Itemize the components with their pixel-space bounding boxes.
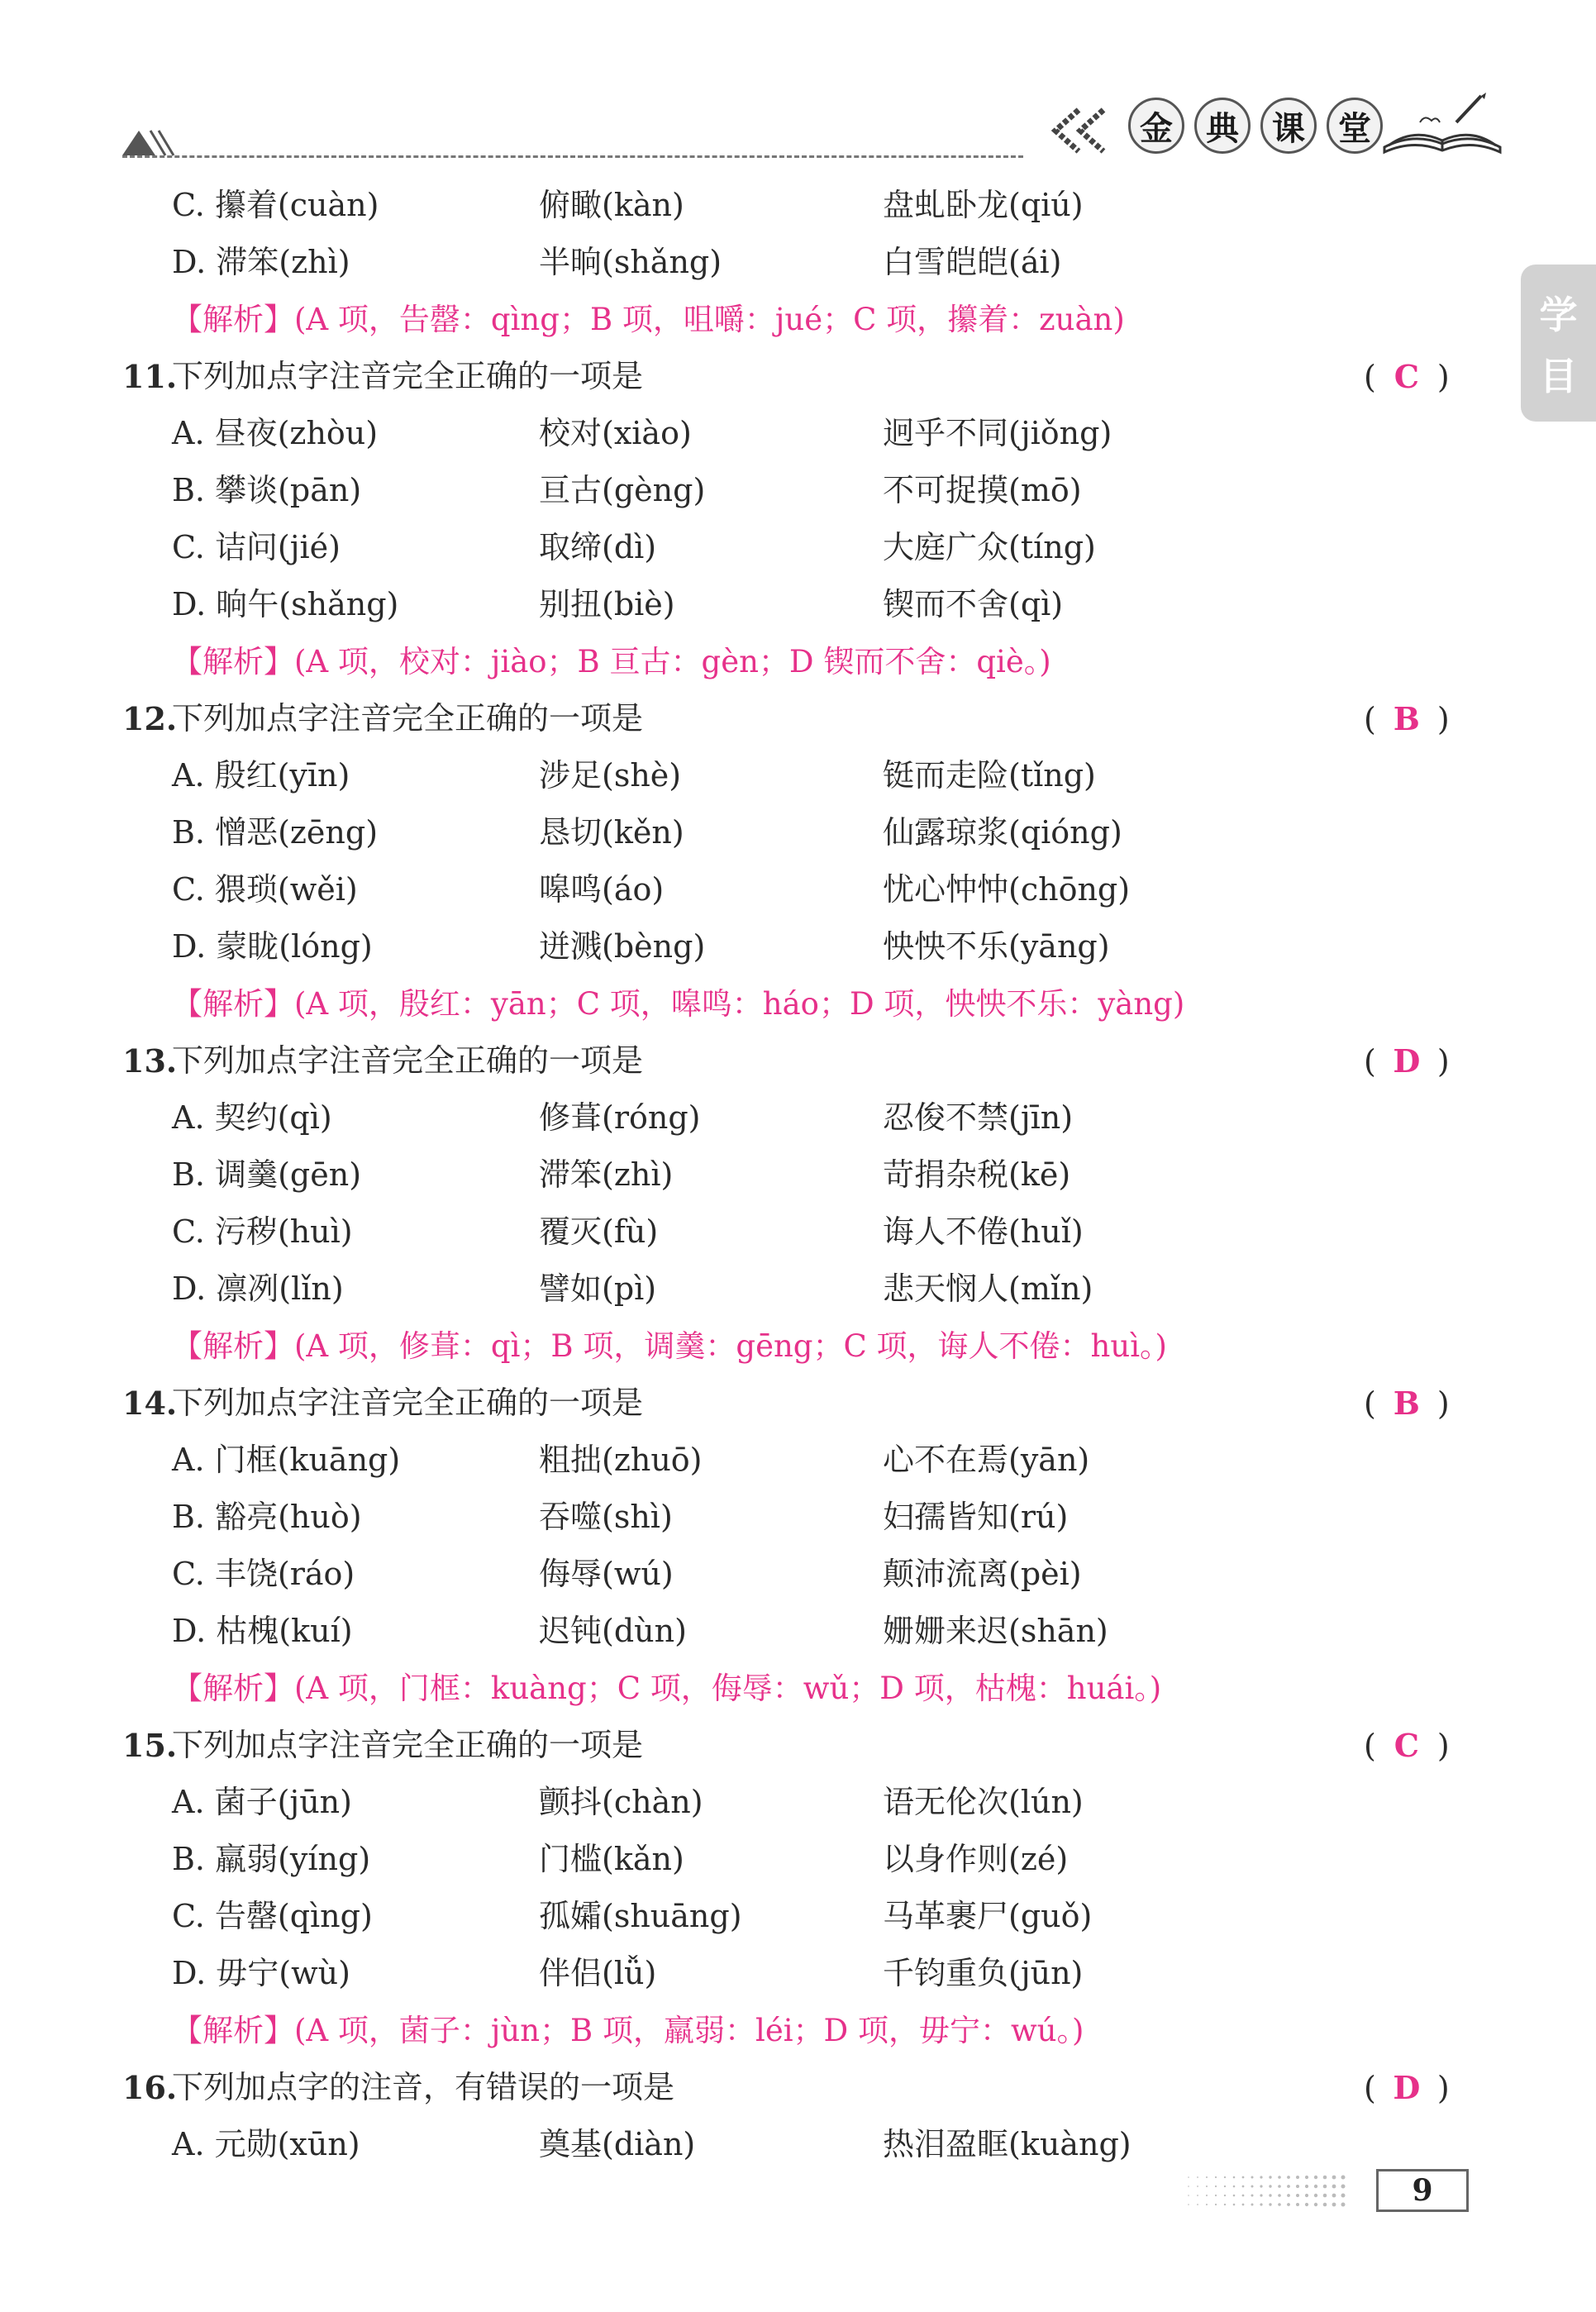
option-text: D. 毋宁(wù) <box>172 1955 350 1991</box>
decor-dot <box>1269 2176 1271 2178</box>
option-text: B. 豁亮(huò) <box>172 1499 362 1535</box>
option-text: 吞噬(shì) <box>539 1499 673 1535</box>
option-row <box>0 861 1596 918</box>
option-row <box>0 1888 1596 1945</box>
option-text: 恳切(kěn) <box>539 814 684 851</box>
option-text: 伴侣(lǚ) <box>539 1955 657 1991</box>
decor-dot <box>1296 2176 1299 2179</box>
option-text: 别扭(biè) <box>539 586 675 622</box>
bracket-close: ) <box>1436 359 1450 395</box>
brand-char: 典 <box>1194 98 1251 154</box>
brand-char: 堂 <box>1327 98 1383 154</box>
option-text: 锲而不舍(qì) <box>883 586 1064 622</box>
decor-dot <box>1341 2176 1346 2180</box>
option-text: A. 契约(qì) <box>172 1099 332 1136</box>
bracket-open: ( <box>1364 2070 1376 2106</box>
option-text: A. 殷红(yīn) <box>172 757 350 794</box>
answer-bracket <box>1364 2059 1450 2117</box>
option-row <box>0 2116 1596 2173</box>
option-row <box>0 1146 1596 1204</box>
decor-dot <box>1197 2186 1198 2187</box>
decor-dot <box>1206 2195 1208 2196</box>
option-text: 覆灭(fù) <box>539 1213 659 1250</box>
option-text: 譬如(pì) <box>539 1270 657 1307</box>
option-text: D. 蒙眬(lóng) <box>172 928 373 965</box>
option-text: 迟钝(dùn) <box>539 1613 687 1649</box>
option-text: 马革裹尸(guǒ) <box>883 1898 1093 1934</box>
decor-dot <box>1278 2185 1281 2188</box>
option-row <box>0 1261 1596 1318</box>
header-dashed-rule <box>122 155 1023 158</box>
bracket-close: ) <box>1436 1385 1450 1422</box>
header-triangle-icon <box>122 124 180 157</box>
footer-dot-pattern <box>1182 2171 1347 2212</box>
bracket-open: ( <box>1364 359 1376 395</box>
option-row <box>0 1831 1596 1888</box>
option-text: 取缔(dì) <box>539 529 657 565</box>
option-text: 千钧重负(jūn) <box>883 1955 1084 1991</box>
decor-dot <box>1305 2194 1308 2197</box>
bracket-close: ) <box>1436 2070 1450 2106</box>
decor-dot <box>1251 2186 1254 2188</box>
option-text: A. 菌子(jūn) <box>172 1784 352 1820</box>
option-text: 校对(xiào) <box>539 415 692 451</box>
decor-dot <box>1287 2185 1290 2188</box>
analysis-text: 【解析】(A 项，校对：jiào；B 亘古：gèn；D 锲而不舍：qiè。) <box>172 644 1051 679</box>
option-row <box>0 918 1596 975</box>
question-text: 下列加点字注音完全正确的一项是 <box>172 1042 644 1079</box>
option-text: 半晌(shǎng) <box>539 244 722 280</box>
option-text: D. 晌午(shǎng) <box>172 586 399 622</box>
option-text: D. 凛冽(lǐn) <box>172 1270 344 1307</box>
decor-dot <box>1332 2176 1336 2180</box>
option-row <box>0 1089 1596 1146</box>
option-row <box>0 1432 1596 1489</box>
decor-dot <box>1188 2204 1189 2205</box>
option-text: 粗拙(zhuō) <box>539 1442 703 1478</box>
page-number-text: 9 <box>1412 2173 1433 2208</box>
answer-bracket <box>1364 1032 1450 1090</box>
option-text: 奠基(diàn) <box>539 2126 696 2162</box>
option-row <box>0 1774 1596 1831</box>
option-text: D. 滞笨(zhì) <box>172 244 350 280</box>
analysis-text: 【解析】(A 项，告罄：qìng；B 项，咀嚼：jué；C 项，攥着：zuàn) <box>172 302 1125 337</box>
question-text: 下列加点字的注音，有错误的一项是 <box>172 2069 675 2105</box>
question-number: 12. <box>122 700 178 737</box>
decor-dot <box>1278 2194 1281 2197</box>
option-text: 大庭广众(tíng) <box>883 529 1096 565</box>
decor-dot <box>1260 2194 1262 2196</box>
question-number: 15. <box>122 1727 178 1764</box>
analysis-text: 【解析】(A 项，门框：kuàng；C 项，侮辱：wǔ；D 项，枯槐：huái。) <box>172 1671 1162 1706</box>
bracket-open: ( <box>1364 1043 1376 1080</box>
option-text: 铤而走险(tǐng) <box>883 757 1096 794</box>
option-row <box>0 747 1596 804</box>
answer-bracket <box>1364 348 1450 406</box>
option-row <box>0 804 1596 861</box>
option-text: C. 猥琐(wěi) <box>172 871 358 908</box>
decor-dot <box>1287 2176 1290 2179</box>
option-text: C. 攥着(cuàn) <box>172 187 379 223</box>
decor-dot <box>1206 2204 1208 2205</box>
answer-letter: B <box>1393 1385 1420 1422</box>
option-row <box>0 234 1596 291</box>
question-text: 下列加点字注音完全正确的一项是 <box>172 1385 644 1421</box>
chevron-left-icon <box>1046 106 1120 155</box>
question-number: 16. <box>122 2069 178 2106</box>
decor-dot <box>1215 2186 1217 2187</box>
decor-dot <box>1242 2204 1245 2206</box>
decor-dot <box>1197 2176 1198 2178</box>
option-text: 孤孀(shuāng) <box>539 1898 742 1934</box>
option-text: 诲人不倦(huǐ) <box>883 1213 1084 1250</box>
decor-dot <box>1215 2176 1217 2178</box>
option-text: 心不在焉(yān) <box>883 1442 1090 1478</box>
decor-dot <box>1251 2176 1254 2179</box>
decor-dot <box>1323 2185 1327 2189</box>
option-text: 怏怏不乐(yāng) <box>883 928 1110 965</box>
open-book-icon <box>1380 89 1504 155</box>
option-row <box>0 1603 1596 1660</box>
decor-dot <box>1197 2195 1198 2196</box>
page-number <box>1376 2169 1469 2212</box>
option-text: C. 丰饶(ráo) <box>172 1556 355 1592</box>
option-text: C. 诘问(jié) <box>172 529 341 565</box>
option-text: 侮辱(wú) <box>539 1556 674 1592</box>
decor-dot <box>1215 2195 1217 2196</box>
decor-dot <box>1215 2204 1217 2205</box>
decor-dot <box>1305 2185 1308 2188</box>
option-text: 热泪盈眶(kuàng) <box>883 2126 1131 2162</box>
option-text: 白雪皑皑(ái) <box>883 244 1062 280</box>
brand-char: 课 <box>1260 98 1317 154</box>
option-text: A. 元勋(xūn) <box>172 2126 360 2162</box>
bracket-open: ( <box>1364 1728 1376 1764</box>
decor-dot <box>1233 2195 1236 2197</box>
analysis-row <box>0 975 1596 1032</box>
analysis-text: 【解析】(A 项，殷红：yān；C 项，嗥鸣：háo；D 项，怏怏不乐：yàng) <box>172 986 1185 1022</box>
decor-dot <box>1341 2203 1346 2207</box>
decor-dot <box>1242 2186 1245 2188</box>
decor-dot <box>1341 2185 1346 2189</box>
question-row <box>0 348 1596 405</box>
decor-dot <box>1269 2194 1271 2196</box>
option-row <box>0 519 1596 576</box>
decor-dot <box>1233 2176 1236 2179</box>
option-text: 修葺(róng) <box>539 1099 701 1136</box>
decor-dot <box>1188 2195 1189 2196</box>
question-text: 下列加点字注音完全正确的一项是 <box>172 1727 644 1763</box>
decor-dot <box>1314 2185 1317 2188</box>
option-row <box>0 462 1596 519</box>
option-row <box>0 405 1596 462</box>
decor-dot <box>1314 2176 1317 2179</box>
decor-dot <box>1206 2186 1208 2187</box>
option-text: B. 攀谈(pān) <box>172 472 362 508</box>
analysis-row <box>0 1660 1596 1717</box>
bracket-close: ) <box>1436 1043 1450 1080</box>
answer-bracket <box>1364 690 1450 748</box>
bracket-open: ( <box>1364 1385 1376 1422</box>
option-text: 盘虬卧龙(qiú) <box>883 187 1084 223</box>
decor-dot <box>1260 2203 1262 2205</box>
decor-dot <box>1332 2185 1336 2189</box>
question-row <box>0 2059 1596 2116</box>
decor-dot <box>1323 2176 1327 2180</box>
option-text: 妇孺皆知(rú) <box>883 1499 1069 1535</box>
analysis-row <box>0 291 1596 348</box>
question-text: 下列加点字注音完全正确的一项是 <box>172 358 644 394</box>
option-row <box>0 1204 1596 1261</box>
answer-letter: C <box>1394 1727 1419 1764</box>
option-text: A. 昼夜(zhòu) <box>172 415 379 451</box>
option-text: B. 憎恶(zēng) <box>172 814 379 851</box>
option-text: 姗姗来迟(shān) <box>883 1613 1108 1649</box>
decor-dot <box>1206 2176 1208 2178</box>
decor-dot <box>1332 2194 1336 2198</box>
bracket-open: ( <box>1364 701 1376 737</box>
option-text: 不可捉摸(mō) <box>883 472 1082 508</box>
option-row <box>0 576 1596 633</box>
decor-dot <box>1305 2176 1308 2179</box>
option-row <box>0 1546 1596 1603</box>
option-text: 苛捐杂税(kē) <box>883 1156 1071 1193</box>
decor-dot <box>1296 2194 1299 2197</box>
decor-dot <box>1314 2203 1317 2206</box>
decor-dot <box>1305 2203 1308 2206</box>
option-text: 迸溅(bèng) <box>539 928 706 965</box>
decor-dot <box>1278 2203 1281 2206</box>
decor-dot <box>1287 2194 1290 2197</box>
decor-dot <box>1260 2185 1262 2187</box>
option-text: B. 羸弱(yíng) <box>172 1841 371 1877</box>
option-text: 以身作则(zé) <box>883 1841 1069 1877</box>
side-tab-char: 目 <box>1539 354 1578 398</box>
decor-dot <box>1260 2176 1262 2178</box>
decor-dot <box>1314 2194 1317 2197</box>
option-text: 涉足(shè) <box>539 757 682 794</box>
analysis-row <box>0 1318 1596 1375</box>
answer-letter: D <box>1393 2069 1421 2106</box>
analysis-text: 【解析】(A 项，菌子：jùn；B 项，羸弱：léi；D 项，毋宁：wú。) <box>172 2013 1084 2048</box>
decor-dot <box>1341 2194 1346 2198</box>
option-text: 门槛(kǎn) <box>539 1841 684 1877</box>
option-text: 滞笨(zhì) <box>539 1156 674 1193</box>
decor-dot <box>1323 2194 1327 2198</box>
bracket-close: ) <box>1436 1728 1450 1764</box>
option-text: D. 枯槐(kuí) <box>172 1613 353 1649</box>
option-text: 仙露琼浆(qióng) <box>883 814 1122 851</box>
answer-letter: C <box>1394 358 1419 395</box>
option-text: B. 调羹(gēn) <box>172 1156 362 1193</box>
option-text: 迥乎不同(jiǒng) <box>883 415 1112 451</box>
brand-char: 金 <box>1128 98 1184 154</box>
analysis-text: 【解析】(A 项，修葺：qì；B 项，调羹：gēng；C 项，诲人不倦：huì。) <box>172 1328 1167 1364</box>
decor-dot <box>1278 2176 1281 2179</box>
decor-dot <box>1251 2195 1254 2197</box>
question-text: 下列加点字注音完全正确的一项是 <box>172 700 644 737</box>
decor-dot <box>1269 2185 1271 2187</box>
question-row <box>0 690 1596 747</box>
decor-dot <box>1224 2186 1226 2187</box>
option-row <box>0 1945 1596 2002</box>
option-text: 颤抖(chàn) <box>539 1784 703 1820</box>
decor-dot <box>1197 2204 1198 2205</box>
side-tab-char: 学 <box>1539 293 1578 337</box>
answer-letter: B <box>1393 700 1420 737</box>
decor-dot <box>1224 2204 1226 2205</box>
question-row <box>0 1375 1596 1432</box>
decor-dot <box>1233 2186 1236 2188</box>
option-row <box>0 1489 1596 1546</box>
decor-dot <box>1269 2203 1271 2205</box>
decor-dot <box>1251 2204 1254 2206</box>
decor-dot <box>1332 2203 1336 2207</box>
option-text: 忍俊不禁(jīn) <box>883 1099 1074 1136</box>
brand-title <box>1128 98 1383 154</box>
decor-dot <box>1224 2195 1226 2196</box>
analysis-row <box>0 633 1596 690</box>
option-text: 忧心忡忡(chōng) <box>883 871 1131 908</box>
option-text: C. 告罄(qìng) <box>172 1898 373 1934</box>
option-text: 亘古(gèng) <box>539 472 706 508</box>
question-row <box>0 1032 1596 1089</box>
decor-dot <box>1323 2203 1327 2207</box>
option-text: 悲天悯人(mǐn) <box>883 1270 1093 1307</box>
question-number: 13. <box>122 1042 178 1080</box>
decor-dot <box>1242 2176 1245 2179</box>
option-row <box>0 177 1596 234</box>
decor-dot <box>1242 2195 1245 2197</box>
option-text: 语无伦次(lún) <box>883 1784 1084 1820</box>
bracket-close: ) <box>1436 701 1450 737</box>
decor-dot <box>1233 2204 1236 2206</box>
option-text: 嗥鸣(áo) <box>539 871 665 908</box>
option-text: A. 门框(kuāng) <box>172 1442 401 1478</box>
decor-dot <box>1224 2176 1226 2178</box>
question-number: 11. <box>122 358 178 395</box>
question-number: 14. <box>122 1385 178 1422</box>
decor-dot <box>1296 2185 1299 2188</box>
answer-letter: D <box>1393 1042 1421 1080</box>
option-text: C. 污秽(huì) <box>172 1213 353 1250</box>
decor-dot <box>1188 2186 1189 2187</box>
question-row <box>0 1717 1596 1774</box>
question-list <box>0 177 1596 2173</box>
decor-dot <box>1188 2176 1189 2178</box>
answer-bracket <box>1364 1375 1450 1432</box>
decor-dot <box>1287 2203 1290 2206</box>
decor-dot <box>1296 2203 1299 2206</box>
analysis-row <box>0 2002 1596 2059</box>
option-text: 俯瞰(kàn) <box>539 187 684 223</box>
option-text: 颠沛流离(pèi) <box>883 1556 1082 1592</box>
answer-bracket <box>1364 1717 1450 1775</box>
